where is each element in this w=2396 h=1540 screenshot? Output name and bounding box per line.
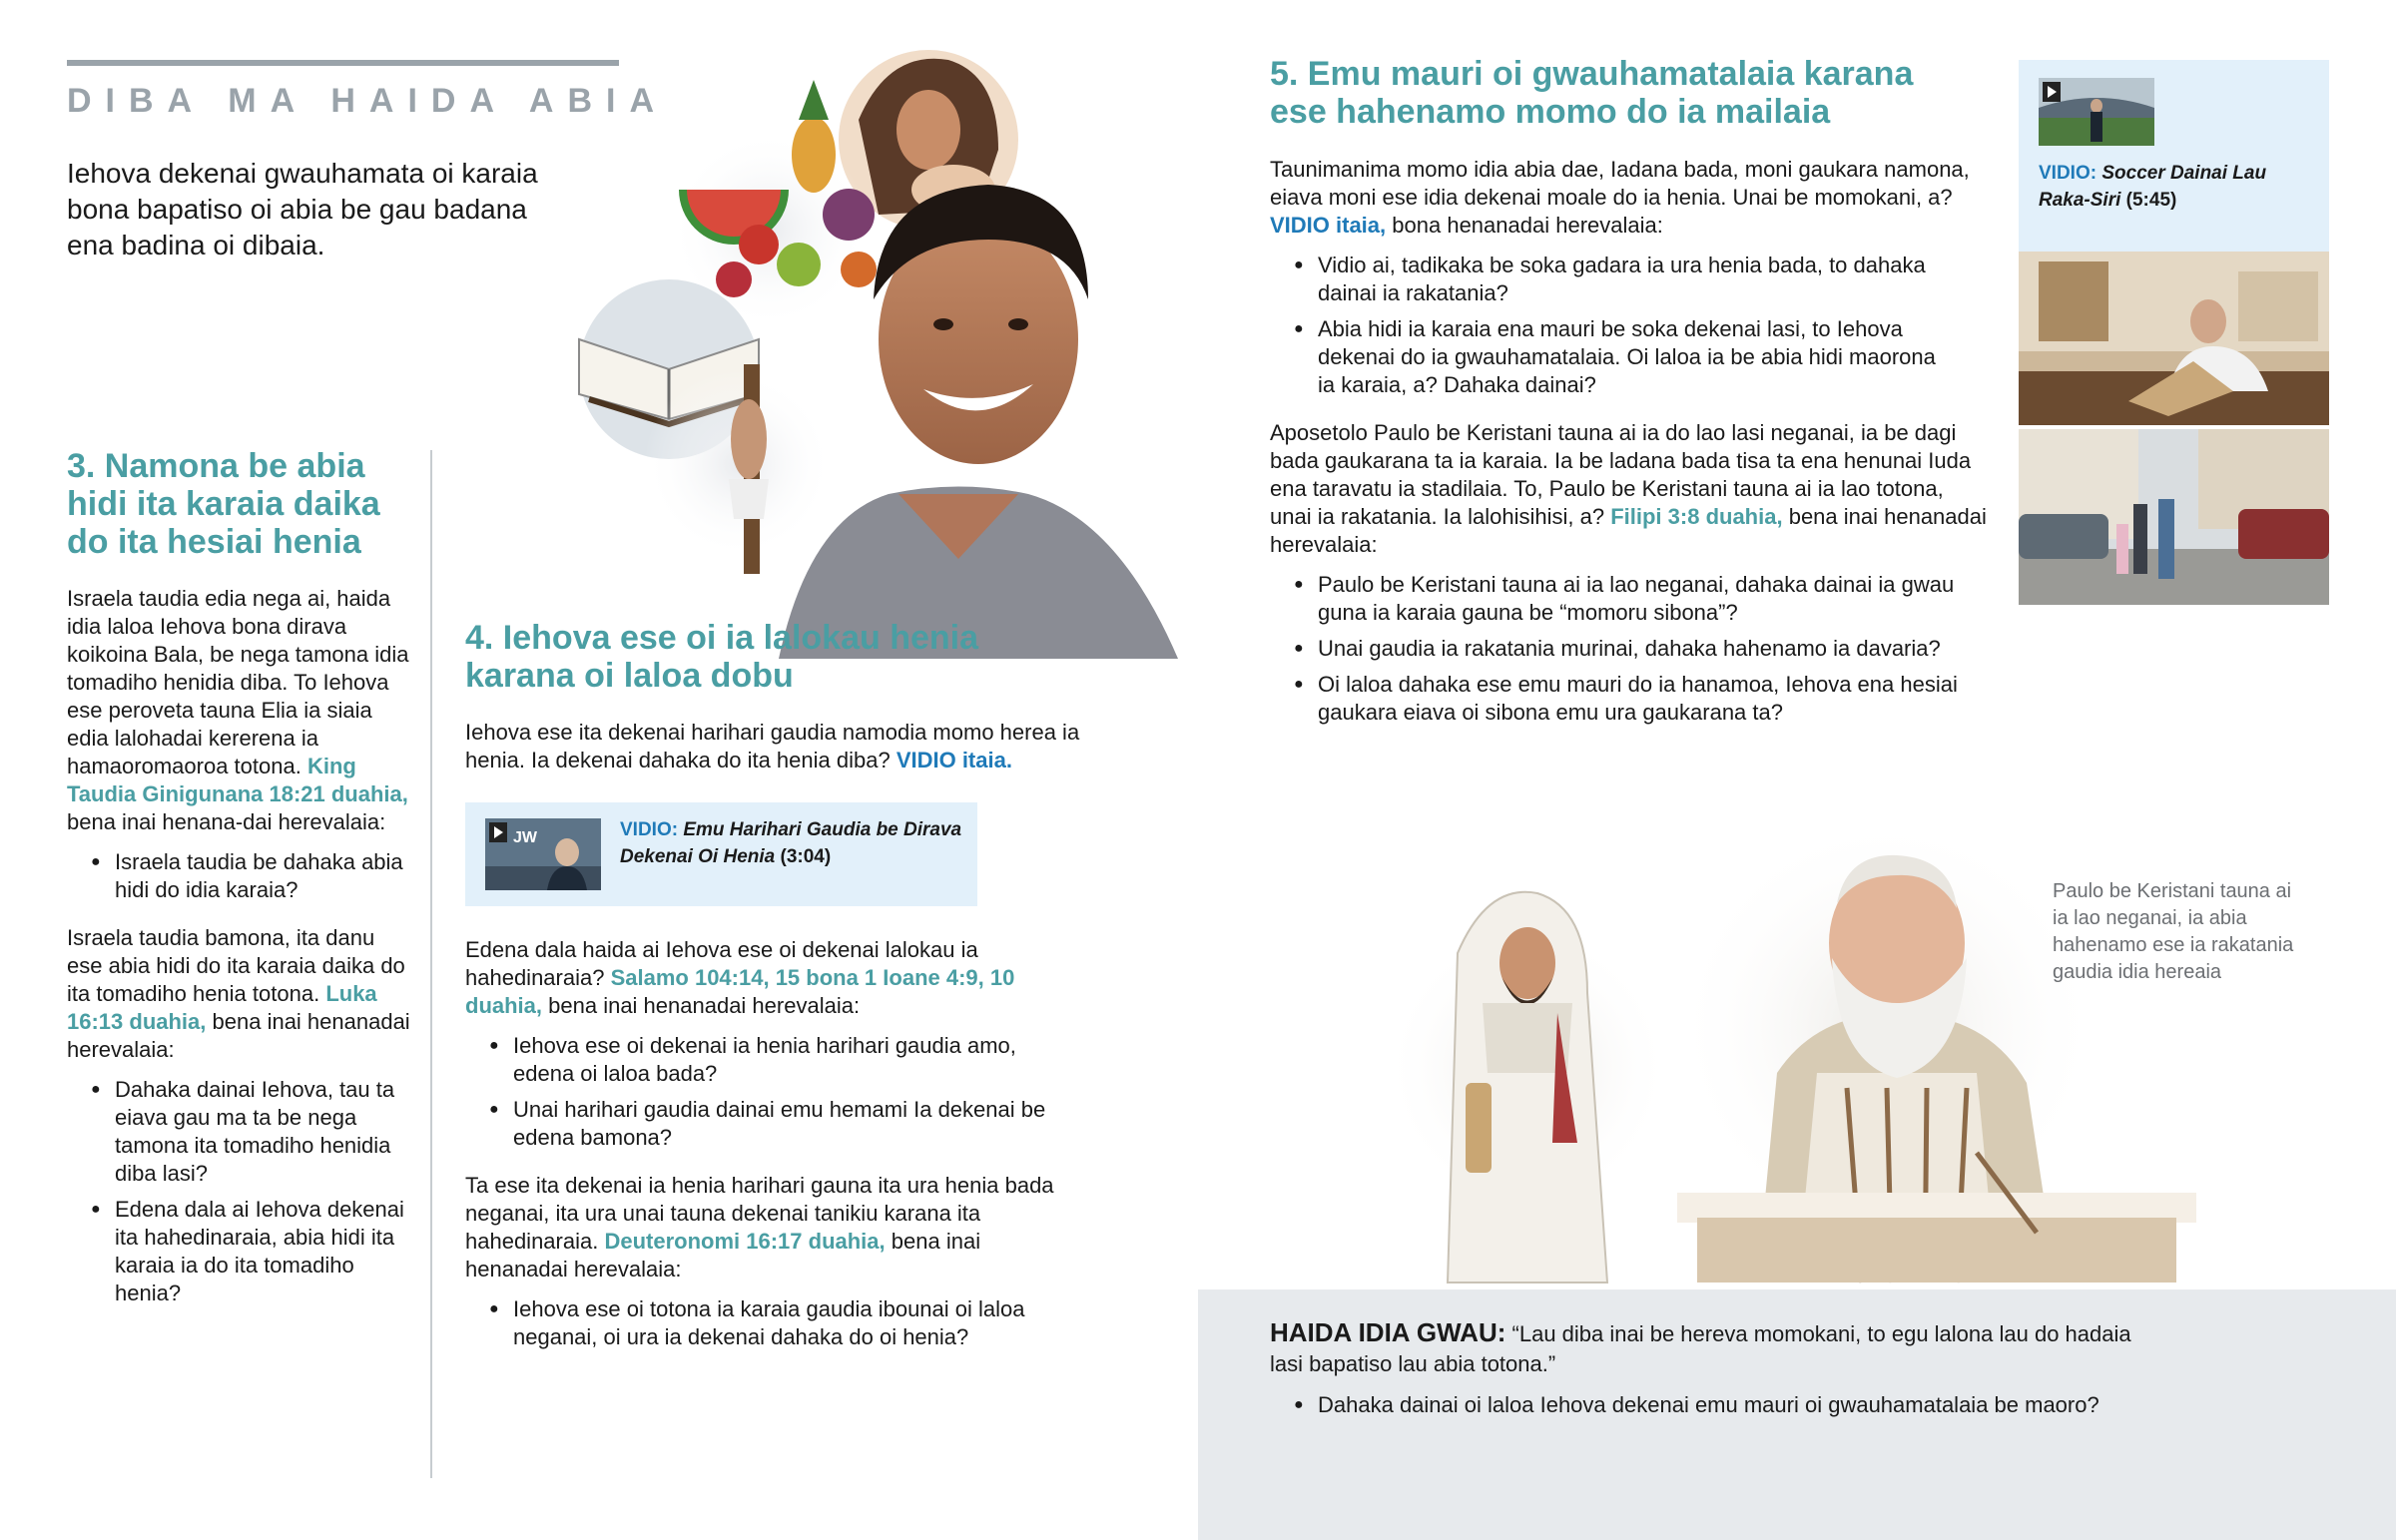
section4-para3 [465,1172,1074,1283]
section3-para1 [67,585,411,836]
question-item: ● Oi laloa dahaka ese emu mauri do ia hanamoa, Iehova ena hesiai gaukara eiava oi sibona emu ura gaukarana ta? [1270,671,1989,727]
question-item: ● Abia hidi ia karaia ena mauri be soka dekenai lasi, to Iehova dekenai do ia gwauhamatalaia. Oi laloa ia be abia hidi maorona ia karaia, a? Dahaka dainai? [1270,315,1949,399]
video-still-laptop [2019,252,2329,425]
section4-questions-1 [465,1032,1074,1152]
section4-para3-scripture-link[interactable]: Deuteronomi 16:17 duahia, [604,1229,886,1254]
video-caption [2039,160,2318,214]
question-item: ● Vidio ai, tadikaka be soka gadara ia ura henia bada, to dahaka dainai ia rakatania? [1270,252,1949,307]
video-label: VIDIO: [620,819,679,840]
section3-para2-text: Israela taudia bamona, ita danu ese abia hidi do ita karaia daika do ita tomadiho henia totona. [67,925,405,1006]
intro-text: Iehova dekenai gwauhamata oi karaia bona bapatiso oi abia be gau badana ena badina oi dibaia. [67,158,538,260]
section4-questions-2 [465,1295,1074,1351]
footer-quote-paragraph [1270,1317,2168,1379]
question-item: ● Unai gaudia ia rakatania murinai, dahaka hahenamo ia davaria? [1270,635,1989,663]
section3-questions-2 [67,1076,411,1307]
section-kicker: DIBA MA HAIDA ABIA [67,82,669,120]
section5-questions-1 [1270,252,1949,399]
illustration-caption: Paulo be Keristani tauna ai ia lao neganai, ia abia hahenamo ese ia rakatania gaudia idia hereaia [2053,880,2294,983]
video-title: Emu Harihari Gaudia be Dirava Dekenai Oi Henia [620,819,962,867]
question-item: ● Paulo be Keristani tauna ai ia lao neganai, dahaka dainai ia gwau guna ia karaia gauna be “momoru sibona”? [1270,571,1989,627]
section4-para2-scripture-link[interactable]: Salamo 104:14, 15 bona 1 Ioane 4:9, 10 duahia, [465,965,1015,1018]
section5-para2-text: Aposetolo Paulo be Keristani tauna ai ia do lao lasi neganai, ia be dagi bada gaukarana ta ia karaia. Ia be ladana bada tisa ta ena henunai Iuda ena taravatu ia stadilaia. To, Paulo be Keristani tauna ai ia lao totona, unai ia rakatania. Ia lalohisihisi, a? [1270,420,1972,529]
video-label: VIDIO: [2039,163,2097,184]
footer-heading: HAIDA IDIA GWAU: [1270,1317,1506,1347]
section5-video-link[interactable]: VIDIO itaia, [1270,213,1387,238]
section4-para1-text: Iehova ese ita dekenai harihari gaudia namodia momo herea ia henia. Ia dekenai dahaka do ita henia diba? [465,720,1080,772]
section4-para3-after: bena inai henanadai herevalaia: [465,1229,981,1282]
jw-badge: JW [513,829,537,846]
illustration-young-man-gifts [559,40,1198,659]
section5-para2 [1270,419,1989,559]
section3-para1-text: Israela taudia edia nega ai, haida idia laloa Iehova bona dirava koikoina Bala, be nega tamona idia tomadiho henidia diba. To Iehova ese peroveta tauna Elia ia siaia edia lalohadai kererena ia hamaoromaoroa totona. [67,586,409,778]
section5-para1-text: Taunimanima momo idia abia dae, Iadana bada, moni gaukara namona, eiava moni ese idia dekenai moale do ia henia. Unai be momokani, a? [1270,157,1970,210]
section5-para2-scripture-link[interactable]: Filipi 3:8 duahia, [1610,504,1783,529]
section4-body [465,936,1074,1359]
section3-para1-scripture-link[interactable]: King Taudia Ginigunana 18:21 duahia, [67,754,408,806]
section4-title: 4. Iehova ese oi ia lalokau henia karana oi laloa dobu [465,619,979,695]
play-icon[interactable] [489,822,507,842]
section5-body [1270,156,1989,735]
footer-quote: “Lau diba inai be hereva momokani, to egu lalona lau do hadaia lasi bapatiso lau abia totona.” [1270,1321,2131,1376]
video-caption [620,816,969,870]
section4-video-card[interactable] [465,802,977,906]
section5-video-card[interactable] [2019,60,2329,252]
section4-para2-after: bena inai henanadai herevalaia: [548,993,861,1018]
video-still-street [2019,429,2329,605]
video-title: Soccer Dainai Lau Raka-Siri [2039,163,2267,211]
footer-questions [1270,1391,2168,1419]
footer-content [1270,1317,2168,1427]
section5-para1 [1270,156,1989,240]
section5-questions-2 [1270,571,1989,727]
video-duration: (5:45) [2125,190,2177,211]
question-item: ● Iehova ese oi dekenai ia henia harihari gaudia amo, edena oi laloa bada? [465,1032,1074,1088]
play-icon[interactable] [2043,82,2061,102]
section3-questions-1 [67,848,411,904]
section4-para2-text: Edena dala haida ai Iehova ese oi dekenai lalokau ia hahedinaraia? [465,937,978,990]
question-item: ● Israela taudia be dahaka abia hidi do idia karaia? [67,848,411,904]
question-item: ● Dahaka dainai oi laloa Iehova dekenai emu mauri oi gwauhamatalaia be maoro? [1270,1391,2168,1419]
question-item: ● Dahaka dainai Iehova, tau ta eiava gau ma ta be nega tamona ita tomadiho henidia diba lasi? [67,1076,411,1188]
section4-para1 [465,719,1114,774]
question-item: ● Iehova ese oi totona ia karaia gaudia ibounai oi laloa neganai, oi ura ia dekenai dahaka do oi henia? [465,1295,1074,1351]
section5-para1-after: bona henanadai herevalaia: [1392,213,1663,238]
section3-para2 [67,924,411,1064]
section3-title: 3. Namona be abia hidi ita karaia daika do ita hesiai henia [67,447,380,561]
section5-title: 5. Emu mauri oi gwauhamatalaia karana ese hahenamo momo do ia mailaia [1270,55,1914,131]
header-rule [67,60,619,66]
section3-para1-after: bena inai henana-dai herevalaia: [67,809,386,834]
video-duration: (3:04) [780,846,832,867]
section4-video-link[interactable]: VIDIO itaia. [896,748,1012,772]
question-item: ● Unai harihari gaudia dainai emu hemami Ia dekenai be edena bamona? [465,1096,1074,1152]
question-item: ● Edena dala ai Iehova dekenai ita hahedinaraia, abia hidi ita karaia ia do ita tomadiho henia? [67,1196,411,1307]
section3-para2-after: bena inai henanadai herevalaia: [67,1009,410,1062]
section5-para2-after: bena inai henanadai herevalaia: [1270,504,1987,557]
section4-para2 [465,936,1074,1020]
section3-body [67,585,411,1315]
section3-para2-scripture-link[interactable]: Luka 16:13 duahia, [67,981,377,1034]
section4-para3-text: Ta ese ita dekenai ia henia harihari gauna ita ura henia bada neganai, ita ura unai tauna dekenai tanikiu karana ita hahedinaraia. [465,1173,1054,1254]
column-divider [430,450,432,1478]
